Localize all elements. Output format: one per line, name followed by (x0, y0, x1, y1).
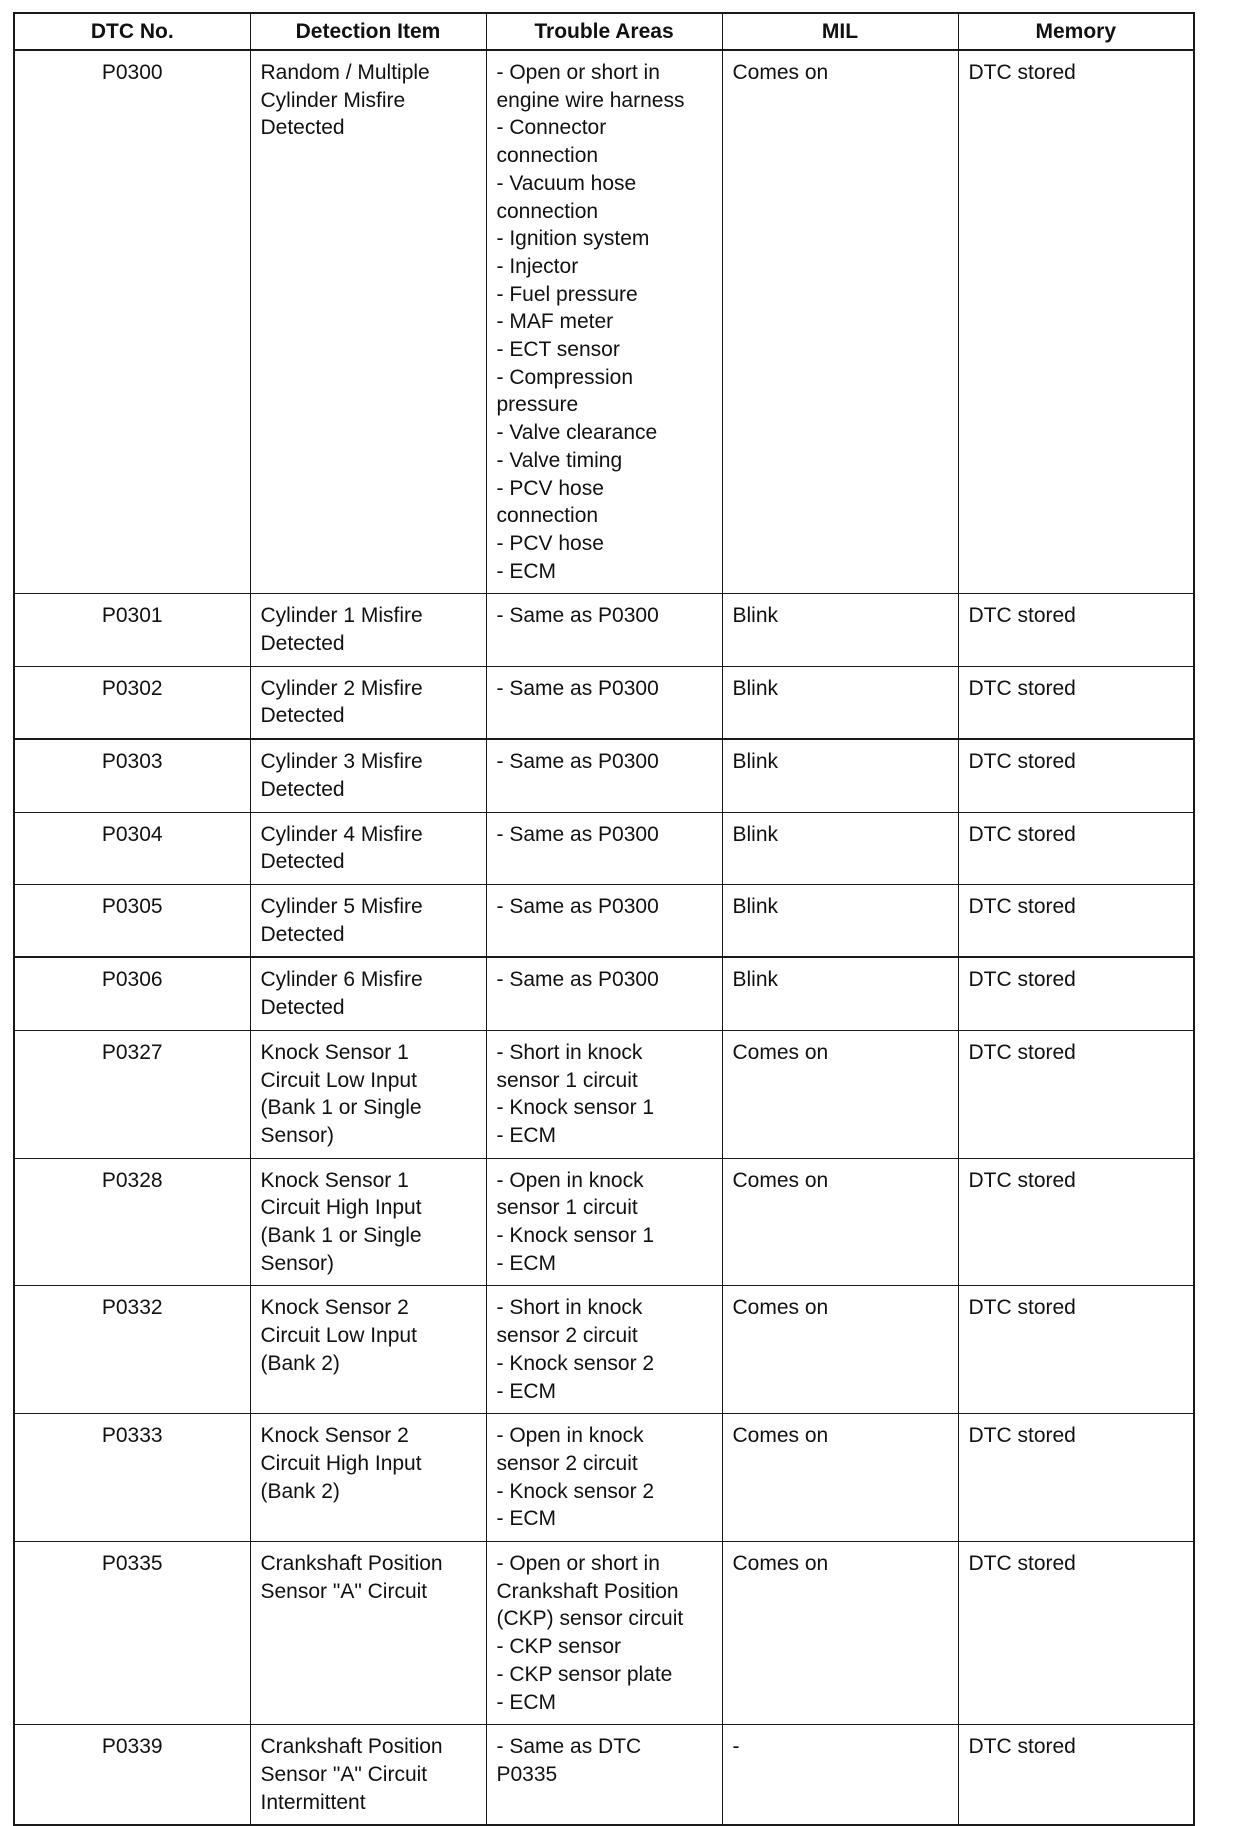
mil-cell: Blink (722, 884, 958, 957)
header-detection-item: Detection Item (250, 13, 486, 50)
table-row (14, 957, 1194, 1030)
mil-cell: Comes on (722, 1286, 958, 1414)
detection-item-cell: Crankshaft Position Sensor "A" Circuit (250, 1542, 486, 1725)
trouble-areas-cell: - Same as DTC P0335 (486, 1725, 722, 1826)
memory-cell: DTC stored (958, 1286, 1194, 1414)
detection-item-cell: Crankshaft Position Sensor "A" Circuit Intermittent (250, 1725, 486, 1826)
dtc-code-cell: P0304 (14, 812, 250, 884)
dtc-code-cell: P0333 (14, 1414, 250, 1542)
table-row (14, 739, 1194, 812)
memory-cell: DTC stored (958, 1725, 1194, 1826)
memory-cell: DTC stored (958, 666, 1194, 739)
memory-cell: DTC stored (958, 1158, 1194, 1286)
table-row (14, 1542, 1194, 1725)
detection-item-cell: Cylinder 2 Misfire Detected (250, 666, 486, 739)
table-row (14, 884, 1194, 957)
dtc-code-cell: P0332 (14, 1286, 250, 1414)
table-header (14, 13, 1194, 50)
trouble-areas-cell: - Same as P0300 (486, 594, 722, 666)
detection-item-cell: Cylinder 5 Misfire Detected (250, 884, 486, 957)
dtc-code-cell: P0302 (14, 666, 250, 739)
table-row (14, 594, 1194, 666)
trouble-areas-cell: - Same as P0300 (486, 957, 722, 1030)
detection-item-cell: Cylinder 4 Misfire Detected (250, 812, 486, 884)
dtc-code-cell: P0339 (14, 1725, 250, 1826)
trouble-areas-cell: - Open in knock sensor 2 circuit - Knock sensor 2 - ECM (486, 1414, 722, 1542)
dtc-code-cell: P0301 (14, 594, 250, 666)
table-row (14, 1030, 1194, 1158)
memory-cell: DTC stored (958, 957, 1194, 1030)
detection-item-cell: Cylinder 3 Misfire Detected (250, 739, 486, 812)
table-row (14, 1414, 1194, 1542)
table-row (14, 50, 1194, 594)
memory-cell: DTC stored (958, 812, 1194, 884)
dtc-code-cell: P0303 (14, 739, 250, 812)
memory-cell: DTC stored (958, 1414, 1194, 1542)
trouble-areas-cell: - Short in knock sensor 1 circuit - Knock sensor 1 - ECM (486, 1030, 722, 1158)
header-row (14, 13, 1194, 50)
trouble-areas-cell: - Same as P0300 (486, 884, 722, 957)
trouble-areas-cell: - Same as P0300 (486, 812, 722, 884)
detection-item-cell: Knock Sensor 1 Circuit High Input (Bank 1 or Single Sensor) (250, 1158, 486, 1286)
dtc-code-cell: P0335 (14, 1542, 250, 1725)
table-row (14, 666, 1194, 739)
dtc-code-cell: P0327 (14, 1030, 250, 1158)
header-memory: Memory (958, 13, 1194, 50)
header-mil: MIL (722, 13, 958, 50)
trouble-areas-cell: - Short in knock sensor 2 circuit - Knock sensor 2 - ECM (486, 1286, 722, 1414)
mil-cell: Comes on (722, 1414, 958, 1542)
mil-cell: Comes on (722, 1158, 958, 1286)
mil-cell: Comes on (722, 1030, 958, 1158)
mil-cell: Blink (722, 812, 958, 884)
table-row (14, 1725, 1194, 1826)
mil-cell: Blink (722, 739, 958, 812)
detection-item-cell: Random / Multiple Cylinder Misfire Detected (250, 50, 486, 594)
trouble-areas-cell: - Open or short in engine wire harness - Connector connection - Vacuum hose connection - Ignition system - Injector - Fuel pressure - MAF meter - ECT sensor - Compression pressure - Valve clearance - Valve timing - PCV hose connection - PCV hose - ECM (486, 50, 722, 594)
dtc-table (13, 12, 1195, 1826)
mil-cell: Blink (722, 594, 958, 666)
trouble-areas-cell: - Same as P0300 (486, 666, 722, 739)
table-body (14, 50, 1194, 1825)
memory-cell: DTC stored (958, 50, 1194, 594)
mil-cell: Comes on (722, 50, 958, 594)
memory-cell: DTC stored (958, 594, 1194, 666)
table-row (14, 812, 1194, 884)
table-row (14, 1286, 1194, 1414)
trouble-areas-cell: - Same as P0300 (486, 739, 722, 812)
memory-cell: DTC stored (958, 1542, 1194, 1725)
mil-cell: - (722, 1725, 958, 1826)
mil-cell: Blink (722, 666, 958, 739)
table-row (14, 1158, 1194, 1286)
detection-item-cell: Knock Sensor 1 Circuit Low Input (Bank 1 or Single Sensor) (250, 1030, 486, 1158)
memory-cell: DTC stored (958, 739, 1194, 812)
detection-item-cell: Knock Sensor 2 Circuit Low Input (Bank 2) (250, 1286, 486, 1414)
mil-cell: Blink (722, 957, 958, 1030)
mil-cell: Comes on (722, 1542, 958, 1725)
dtc-code-cell: P0305 (14, 884, 250, 957)
header-trouble-areas: Trouble Areas (486, 13, 722, 50)
detection-item-cell: Cylinder 6 Misfire Detected (250, 957, 486, 1030)
dtc-code-cell: P0328 (14, 1158, 250, 1286)
dtc-code-cell: P0300 (14, 50, 250, 594)
dtc-code-cell: P0306 (14, 957, 250, 1030)
trouble-areas-cell: - Open or short in Crankshaft Position (CKP) sensor circuit - CKP sensor - CKP sensor plate - ECM (486, 1542, 722, 1725)
trouble-areas-cell: - Open in knock sensor 1 circuit - Knock sensor 1 - ECM (486, 1158, 722, 1286)
detection-item-cell: Knock Sensor 2 Circuit High Input (Bank 2) (250, 1414, 486, 1542)
detection-item-cell: Cylinder 1 Misfire Detected (250, 594, 486, 666)
memory-cell: DTC stored (958, 1030, 1194, 1158)
memory-cell: DTC stored (958, 884, 1194, 957)
header-dtc-no: DTC No. (14, 13, 250, 50)
